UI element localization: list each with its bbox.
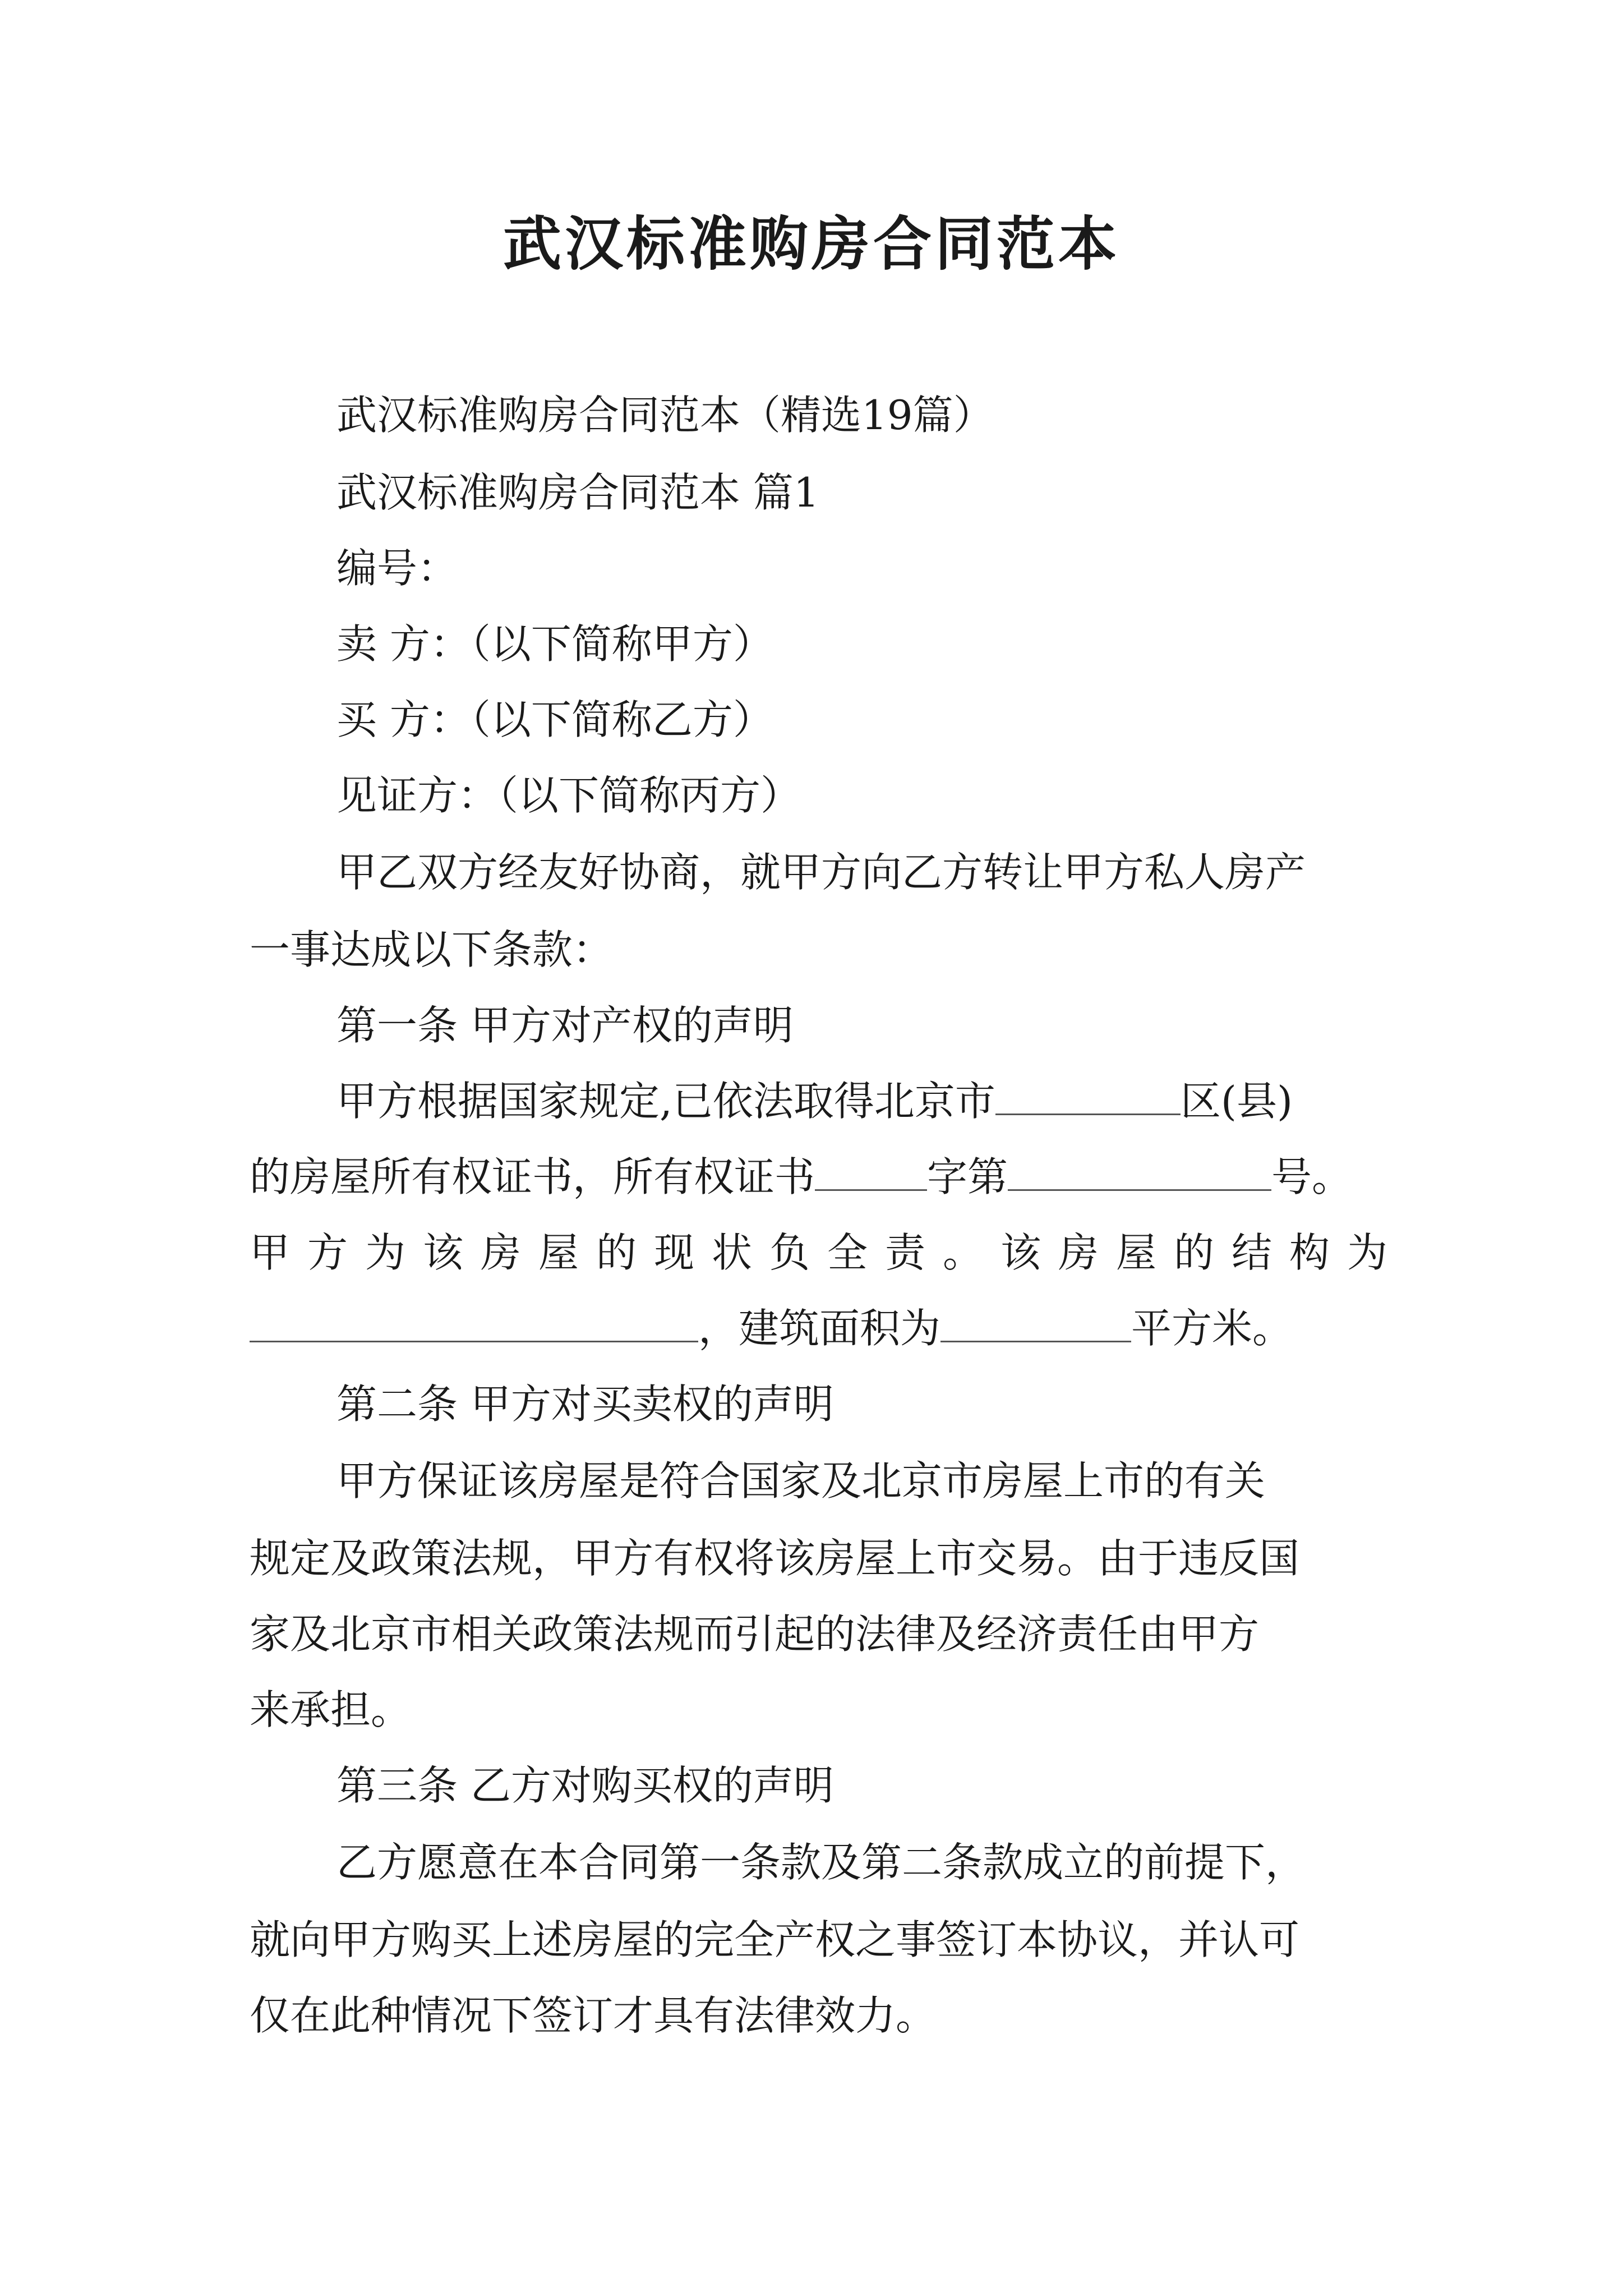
paragraph-line: 甲方保证该房屋是符合国家及北京市房屋上市的有关	[336, 1457, 1266, 1504]
article-2-heading: 第二条 甲方对买卖权的声明	[336, 1381, 834, 1428]
line-text: 甲方为该房屋的现状负全责。该房屋的结构为	[250, 1229, 1405, 1276]
paragraph-line	[250, 1225, 1405, 1281]
seller-line: 卖 方：（以下简称甲方）	[336, 620, 773, 668]
paragraph-line: 家及北京市相关政策法规而引起的法律及经济责任由甲方	[250, 1611, 1260, 1658]
area-blank	[940, 1301, 1131, 1342]
certificate-number-blank	[1008, 1150, 1271, 1191]
article-1-heading: 第一条 甲方对产权的声明	[336, 1002, 794, 1049]
paragraph-line: 就向甲方购买上述房屋的完全产权之事签订本协议，并认可	[250, 1916, 1300, 1963]
buyer-line: 买 方：（以下简称乙方）	[336, 696, 773, 743]
certificate-prefix-blank	[815, 1150, 927, 1191]
paragraph-line: 乙方愿意在本合同第一条款及第二条款成立的前提下，	[336, 1839, 1306, 1886]
paragraph-line	[336, 1073, 1293, 1129]
district-blank	[995, 1074, 1181, 1115]
document-title: 武汉标准购房合同范本	[502, 209, 1120, 278]
paragraph-line: 来承担。	[250, 1686, 412, 1733]
line-text: 号。	[1271, 1153, 1353, 1200]
paragraph-line: 仅在此种情况下签订才具有法律效力。	[250, 1992, 937, 2039]
witness-line: 见证方：（以下简称丙方）	[336, 772, 801, 819]
line-text: 的房屋所有权证书，所有权证书	[250, 1153, 815, 1200]
paragraph-line	[250, 1149, 1352, 1205]
line-text: 区(县)	[1180, 1078, 1293, 1125]
line-text: 平方米。	[1131, 1305, 1293, 1352]
paragraph-line: 规定及政策法规，甲方有权将该房屋上市交易。由于违反国	[250, 1535, 1300, 1582]
section-heading: 武汉标准购房合同范本 篇1	[336, 469, 819, 516]
paragraph-line	[250, 1300, 1293, 1356]
number-line: 编号：	[336, 545, 458, 592]
line-text: ，建筑面积为	[698, 1305, 941, 1352]
paragraph-line: 甲乙双方经友好协商，就甲方向乙方转让甲方私人房产	[336, 849, 1306, 896]
subtitle-line: 武汉标准购房合同范本（精选19篇）	[336, 392, 994, 439]
line-text: 字第	[927, 1153, 1008, 1200]
line-text: 甲方根据国家规定,已依法取得北京市	[336, 1078, 995, 1125]
article-3-heading: 第三条 乙方对购买权的声明	[336, 1762, 834, 1809]
structure-blank	[250, 1301, 698, 1342]
paragraph-line: 一事达成以下条款：	[250, 926, 614, 973]
